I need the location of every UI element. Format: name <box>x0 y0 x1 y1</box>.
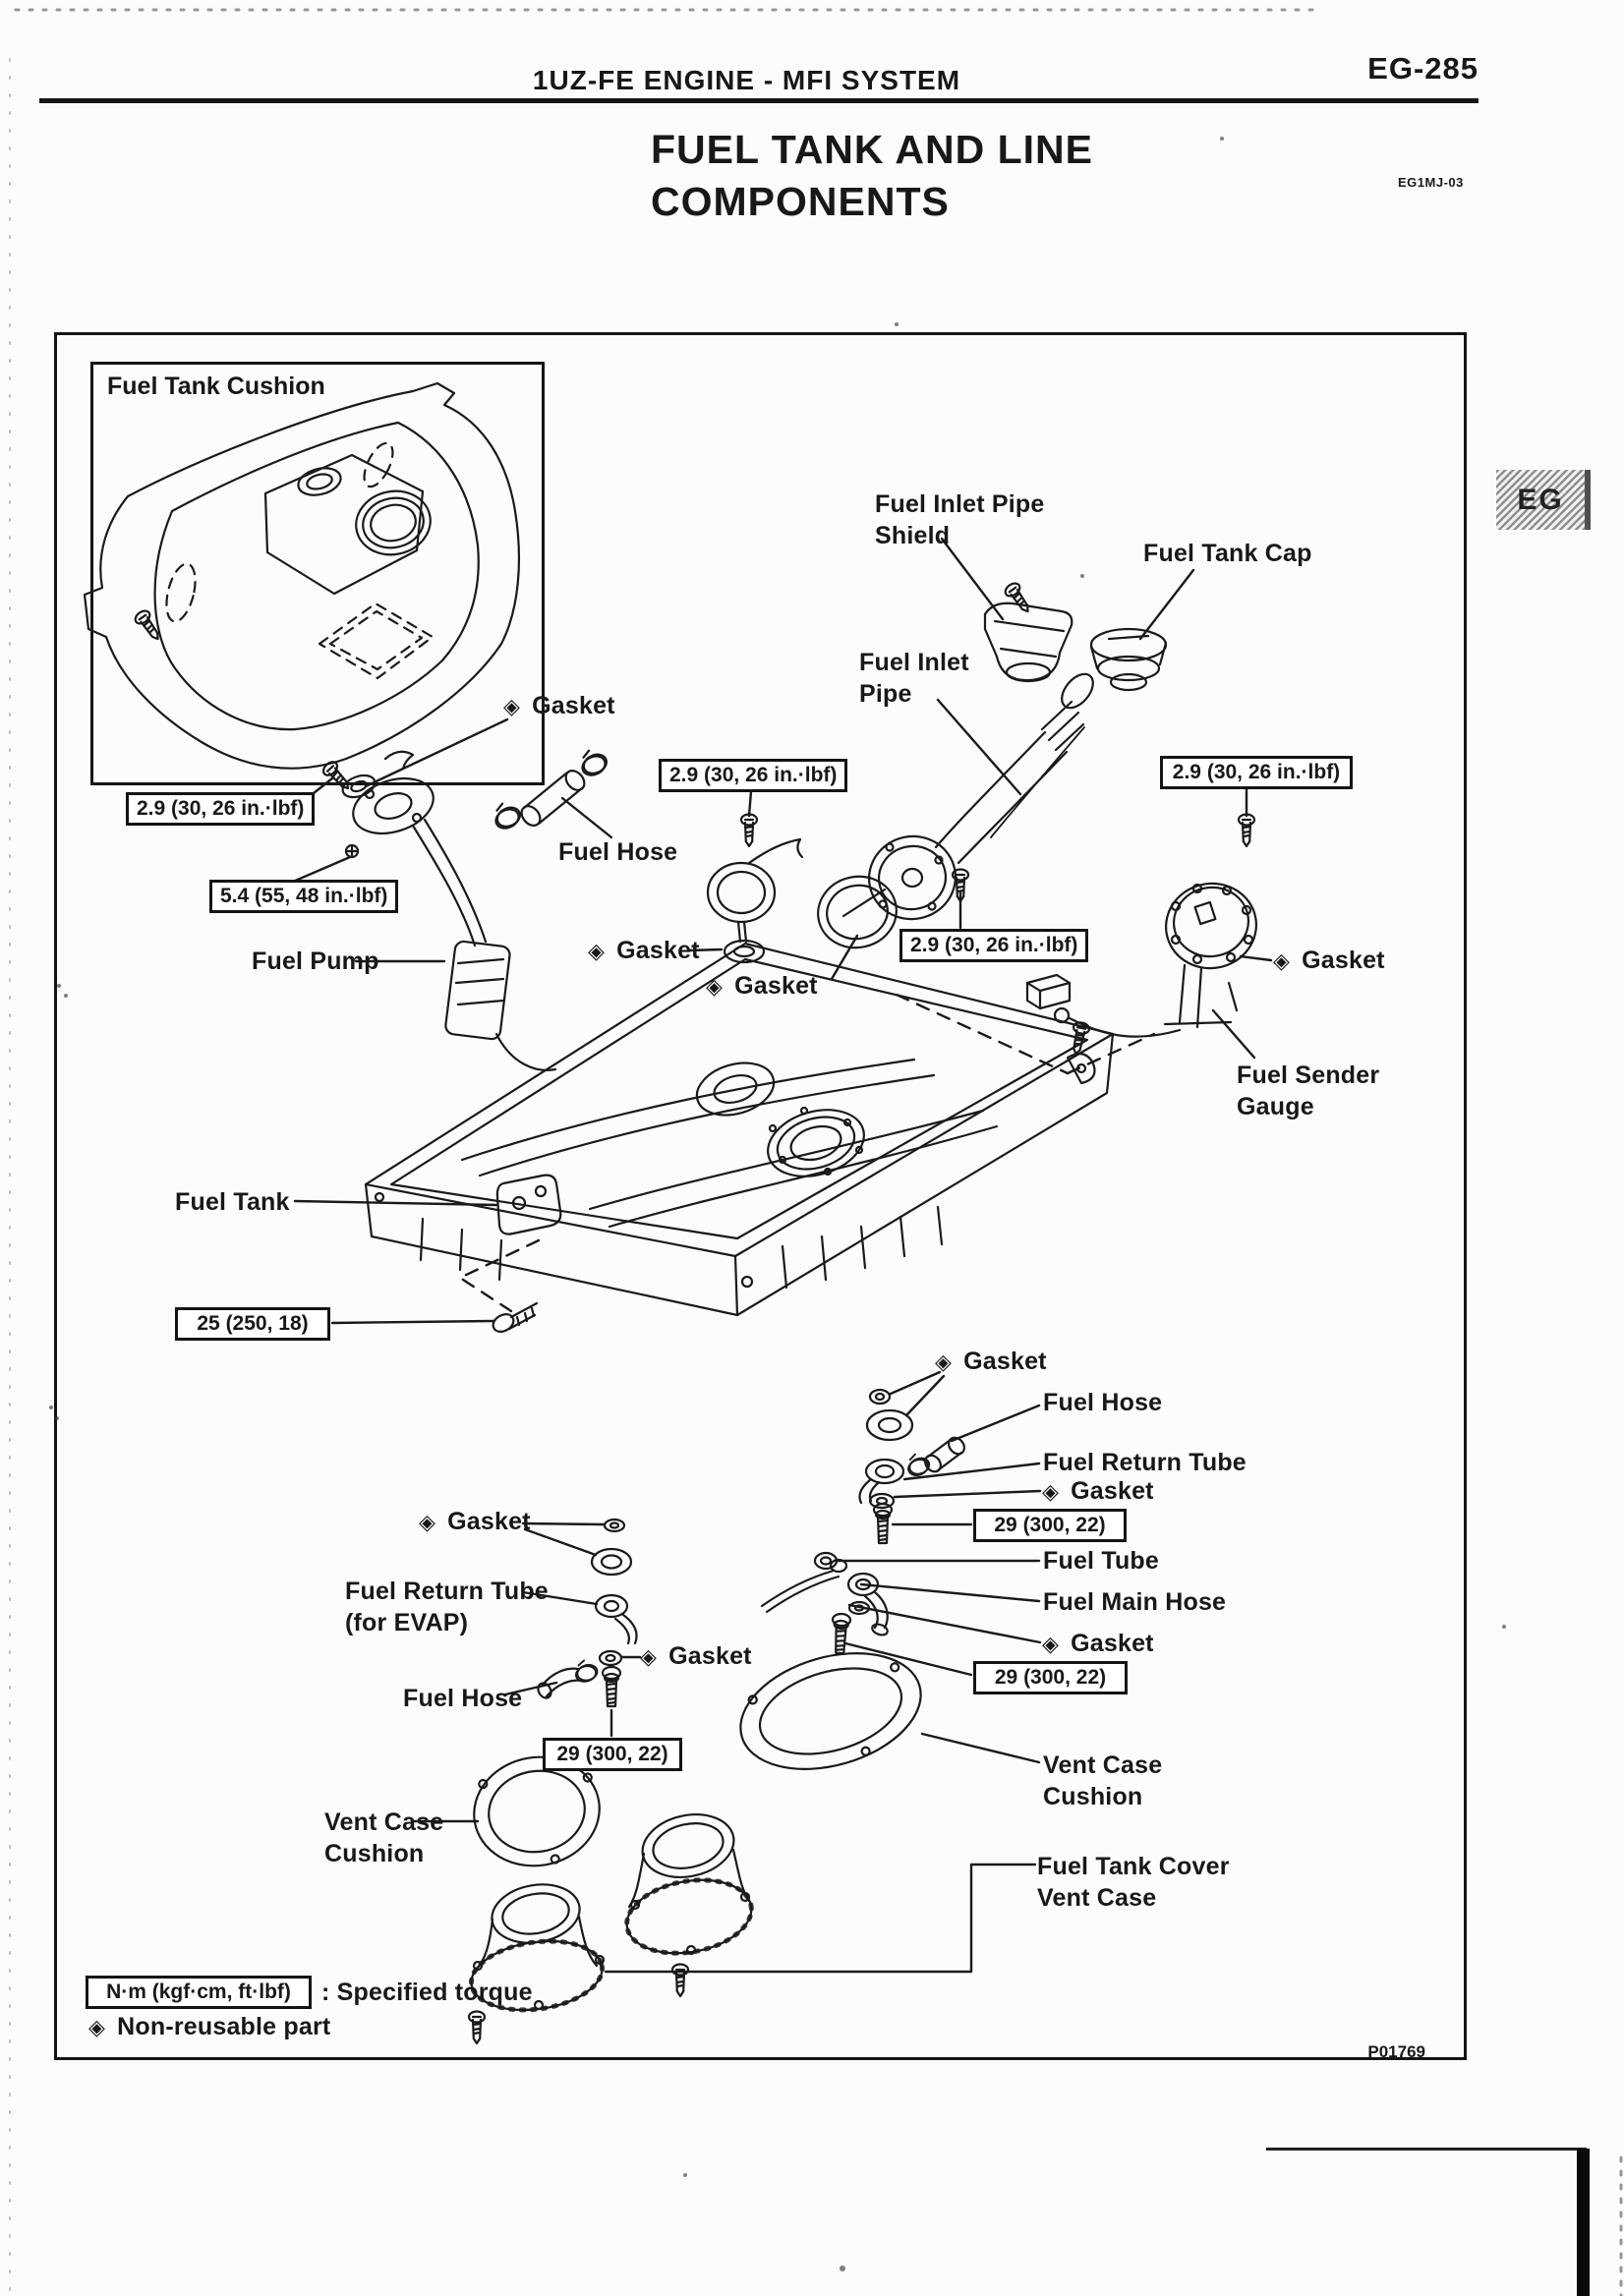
non-reusable-diamond-icon: ◈ <box>640 1645 658 1670</box>
label-gasket-evap-upper: ◈ Gasket <box>419 1508 531 1535</box>
label-gasket-inlet-flange: ◈ Gasket <box>706 972 818 1000</box>
legend-non-reusable: ◈ Non-reusable part <box>88 2013 331 2040</box>
torque-box-return-union: 29 (300, 22) <box>973 1509 1127 1542</box>
legend-specified-torque: : Specified torque <box>321 1979 533 2006</box>
label-gasket-return-upper: ◈ Gasket <box>935 1348 1047 1375</box>
torque-box-main-union: 29 (300, 22) <box>973 1661 1128 1694</box>
inset-title: Fuel Tank Cushion <box>107 373 325 400</box>
label-gasket-evap-lower: ◈ Gasket <box>640 1642 752 1670</box>
label-fuel-hose-3: Fuel Hose <box>403 1685 523 1712</box>
label-gasket-plate: ◈ Gasket <box>588 937 700 964</box>
label-fuel-inlet-pipe: Fuel Inlet Pipe <box>859 649 969 708</box>
torque-box-sender-screw: 2.9 (30, 26 in.·lbf) <box>1160 756 1353 789</box>
pump-plate-drawing <box>708 839 802 962</box>
label-gasket-main-hose: ◈ Gasket <box>1042 1630 1154 1657</box>
fuel-hose-upper-drawing <box>490 746 609 832</box>
fuel-inlet-pipe-drawing <box>741 668 1099 955</box>
label-fuel-main-hose: Fuel Main Hose <box>1043 1588 1227 1616</box>
header-system-title: 1UZ-FE ENGINE - MFI SYSTEM <box>532 65 961 95</box>
figure-code: P01769 <box>1367 2042 1425 2061</box>
non-reusable-diamond-icon: ◈ <box>1042 1480 1060 1505</box>
legend-torque-unit-box: N·m (kgf·cm, ft·lbf) <box>86 1976 312 2009</box>
label-fuel-inlet-pipe-shield: Fuel Inlet Pipe Shield <box>875 490 1045 549</box>
non-reusable-diamond-icon: ◈ <box>503 695 521 719</box>
non-reusable-diamond-icon: ◈ <box>419 1511 436 1535</box>
non-reusable-diamond-icon: ◈ <box>588 940 606 964</box>
label-fuel-tank-cap: Fuel Tank Cap <box>1143 540 1312 567</box>
label-fuel-return-tube: Fuel Return Tube <box>1043 1449 1247 1476</box>
fuel-tank-cushion-drawing <box>85 383 519 769</box>
non-reusable-diamond-icon: ◈ <box>935 1350 953 1375</box>
label-fuel-pump: Fuel Pump <box>252 947 379 975</box>
torque-box-tank-mount: 25 (250, 18) <box>175 1307 330 1341</box>
page-title-line1: FUEL TANK AND LINE <box>651 127 1094 172</box>
label-fuel-sender-gauge: Fuel Sender Gauge <box>1237 1062 1380 1120</box>
fuel-tank-cover-drawing <box>467 1878 607 2043</box>
label-vent-case-cushion-left: Vent Case Cushion <box>324 1808 444 1867</box>
scan-bar-artifact <box>1577 2149 1590 2296</box>
torque-box-evap-union: 29 (300, 22) <box>543 1738 682 1771</box>
section-tab-eg: EG <box>1496 470 1591 530</box>
label-fuel-hose-1: Fuel Hose <box>558 838 678 866</box>
fuel-inlet-pipe-shield-drawing <box>985 581 1072 681</box>
evap-cluster-drawing <box>536 1520 637 1706</box>
fuel-tank-cap-drawing <box>1091 629 1166 690</box>
label-gasket-return-lower: ◈ Gasket <box>1042 1477 1154 1505</box>
page-number: EG-285 <box>1367 51 1479 86</box>
label-vent-case-cushion-right: Vent Case Cushion <box>1043 1751 1163 1810</box>
torque-box-pump-lock: 5.4 (55, 48 in.·lbf) <box>209 880 398 913</box>
return-tube-cluster-drawing <box>762 1390 967 1653</box>
tank-mount-bolt <box>490 1303 537 1335</box>
label-fuel-return-tube-evap: Fuel Return Tube (for EVAP) <box>345 1578 549 1636</box>
non-reusable-diamond-icon: ◈ <box>1042 1633 1060 1657</box>
label-fuel-tube: Fuel Tube <box>1043 1547 1159 1575</box>
assembly-dashed-lines <box>460 995 1154 1311</box>
label-fuel-tank: Fuel Tank <box>175 1188 290 1216</box>
scan-line-artifact <box>1266 2148 1587 2151</box>
label-fuel-hose-2: Fuel Hose <box>1043 1389 1163 1416</box>
torque-box-pump-flange: 2.9 (30, 26 in.·lbf) <box>126 792 315 826</box>
non-reusable-diamond-icon: ◈ <box>706 975 724 1000</box>
doc-code: EG1MJ-03 <box>1398 175 1464 190</box>
torque-box-inlet-flange: 2.9 (30, 26 in.·lbf) <box>899 929 1088 962</box>
non-reusable-diamond-icon: ◈ <box>88 2016 106 2040</box>
label-fuel-tank-cover-vent-case: Fuel Tank Cover Vent Case <box>1037 1853 1230 1912</box>
vent-case-drawing <box>621 1807 758 1996</box>
label-gasket-sender: ◈ Gasket <box>1273 947 1385 974</box>
non-reusable-diamond-icon: ◈ <box>1273 949 1291 974</box>
torque-box-inlet-upper: 2.9 (30, 26 in.·lbf) <box>659 759 847 792</box>
page-title-line2: COMPONENTS <box>651 179 950 224</box>
label-gasket-pump: ◈ Gasket <box>503 692 615 719</box>
